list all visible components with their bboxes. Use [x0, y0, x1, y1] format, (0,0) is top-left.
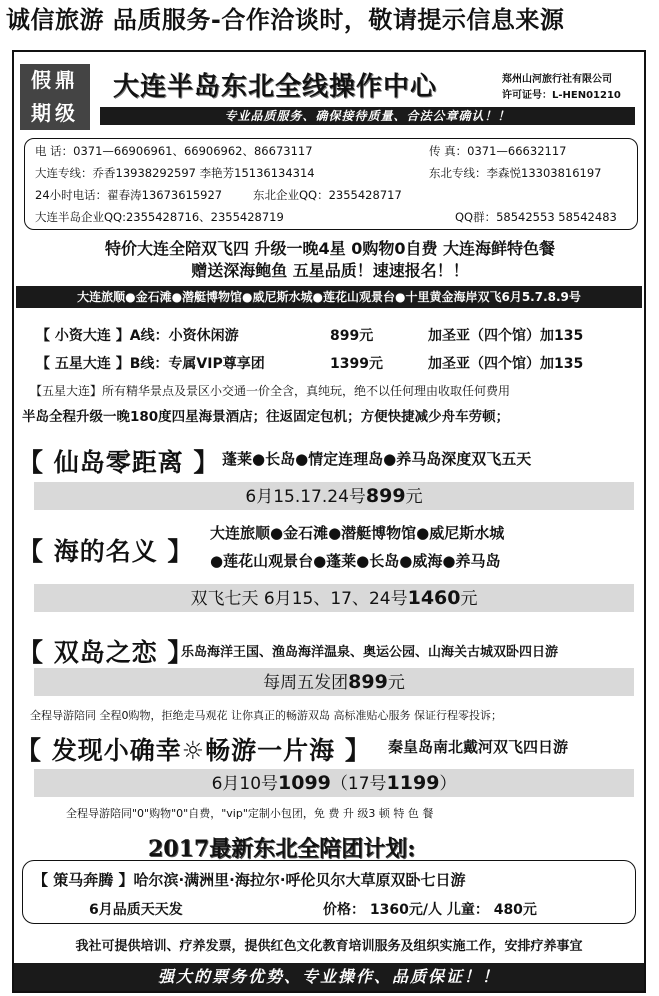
center-title: 大连半岛东北全线操作中心 — [113, 72, 438, 102]
dalian-line-contacts: 大连专线：乔香13938292597 李艳芳15136134314 — [35, 166, 315, 180]
northeast-qq: 东北企业QQ：2355428717 — [253, 188, 402, 202]
section-1-unit: 元 — [405, 487, 423, 507]
section-4-extra-open: （17号 — [330, 774, 387, 794]
hotline: 24小时电话：翟春涛13673615927 — [35, 188, 223, 202]
fax-number: 传 真：0371—66632117 — [429, 144, 567, 158]
plan-price: 价格： 1360元/人 儿童： 480元 — [323, 902, 537, 918]
section-4-note: 全程导游陪同"0"购物"0"自费，"vip"定制小包团，免 费 升 级3 顿 特 色 餐 — [66, 807, 434, 820]
agency-name: 郑州山河旅行社有限公司 — [502, 74, 612, 85]
section-2-desc-1: 大连旅顺●金石滩●潜艇博物馆●威尼斯水城 — [210, 524, 505, 542]
line-b-price: 1399元 — [330, 356, 383, 372]
section-4-extra-price: 1199 — [386, 772, 440, 794]
section-1-title: 【 仙岛零距离 】 — [18, 448, 220, 477]
section-3-price: 899 — [348, 671, 388, 693]
section-4-price-bar — [34, 769, 634, 797]
section-3-note: 全程导游陪同 全程0购物，拒绝走马观花 让你真正的畅游双岛 高标准贴心服务 保证行程零投诉； — [30, 709, 502, 722]
phone-numbers: 电 话：0371—66906961、66906962、86673117 — [35, 144, 313, 158]
line-b-tag: 【 五星大连 】B线：专属VIP尊享团 — [36, 356, 265, 372]
headline-2: 赠送深海鲍鱼 五星品质！速速报名！！ — [191, 261, 469, 280]
plan-title: 2017最新东北全陪团计划: — [148, 836, 416, 862]
line-a-price: 899元 — [330, 328, 374, 344]
section-4-extra-close: ） — [439, 774, 457, 794]
section-2-unit: 元 — [460, 589, 478, 609]
line-b-extra: 加圣亚（四个馆）加135 — [428, 356, 584, 372]
qq-group: QQ群：58542553 58542483 — [455, 210, 617, 224]
northeast-line-contact: 东北专线：李森悦13303816197 — [429, 166, 602, 180]
section-1-dates: 6月15.17.24号 — [245, 487, 366, 507]
plan-date: 6月品质天天发 — [89, 902, 183, 918]
bottom-slogan-bar: 强大的票务优势、专业操作、品质保证！！ — [14, 963, 644, 991]
section-1-desc: 蓬莱●长岛●情定连理岛●养马岛深度双飞五天 — [222, 450, 532, 468]
section-4-dates: 6月10号 — [211, 774, 279, 794]
section-2-price: 1460 — [407, 587, 461, 609]
section-3-title: 【 双岛之恋 】 — [18, 638, 194, 667]
license-number: 许可证号：L-HEN01210 — [502, 90, 621, 101]
line-a-extra: 加圣亚（四个馆）加135 — [428, 328, 584, 344]
line-a-tag: 【 小资大连 】A线：小资休闲游 — [36, 328, 239, 344]
contact-box — [24, 138, 638, 230]
section-2-title: 【 海的名义 】 — [18, 537, 194, 566]
section-4-price: 1099 — [278, 772, 331, 794]
section-3-desc: 乐岛海洋王国、渔岛海洋温泉、奥运公园、山海关古城双卧四日游 — [181, 645, 559, 660]
section-2-price-bar — [34, 584, 634, 612]
dalian-route-bar: 大连旅顺●金石滩●潜艇博物馆●威尼斯水城●莲花山观景台●十里黄金海岸双飞6月5.7.8.9号 — [16, 286, 642, 308]
section-3-dates: 每周五发团 — [263, 673, 349, 693]
company-logo — [20, 64, 90, 130]
section-2-desc-2: ●莲花山观景台●蓬莱●长岛●威海●养马岛 — [210, 552, 501, 570]
plan-box — [22, 860, 636, 924]
section-3-unit: 元 — [387, 673, 405, 693]
page-banner: 诚信旅游 品质服务-合作洽谈时，敬请提示信息来源 — [6, 6, 565, 34]
section-4-title: 【 发现小确幸☼畅游一片海 】 — [16, 736, 371, 765]
upgrade-note: 半岛全程升级一晚180度四星海景酒店；往返固定包机；方便快捷减少舟车劳顿； — [22, 409, 510, 425]
section-1-price-bar — [34, 482, 634, 510]
dalian-qq: 大连半岛企业QQ:2355428716、2355428719 — [35, 210, 284, 224]
headline-1: 特价大连全陪双飞四 升级一晚4星 0购物0自费 大连海鲜特色餐 — [104, 239, 556, 258]
five-star-note: 【五星大连】所有精华景点及景区小交通一价全含，真纯玩，绝不以任何理由收取任何费用 — [30, 384, 511, 398]
plan-route: 【 策马奔腾 】哈尔滨·满洲里·海拉尔·呼伦贝尔大草原双卧七日游 — [33, 871, 466, 889]
section-2-dates: 双飞七天 6月15、17、24号 — [190, 589, 408, 609]
logo-line-2: 期级 — [31, 101, 79, 125]
service-note: 我社可提供培训、疗养发票，提供红色文化教育培训服务及组织实施工作，安排疗养事宜 — [75, 939, 583, 954]
section-4-desc: 秦皇岛南北戴河双飞四日游 — [388, 738, 569, 756]
section-3-price-bar — [34, 668, 634, 696]
slogan-bar: 专业品质服务、确保接待质量、合法公章确认！！ — [100, 107, 635, 125]
section-1-price: 899 — [365, 485, 406, 507]
logo-line-1: 假鼎 — [31, 68, 79, 92]
